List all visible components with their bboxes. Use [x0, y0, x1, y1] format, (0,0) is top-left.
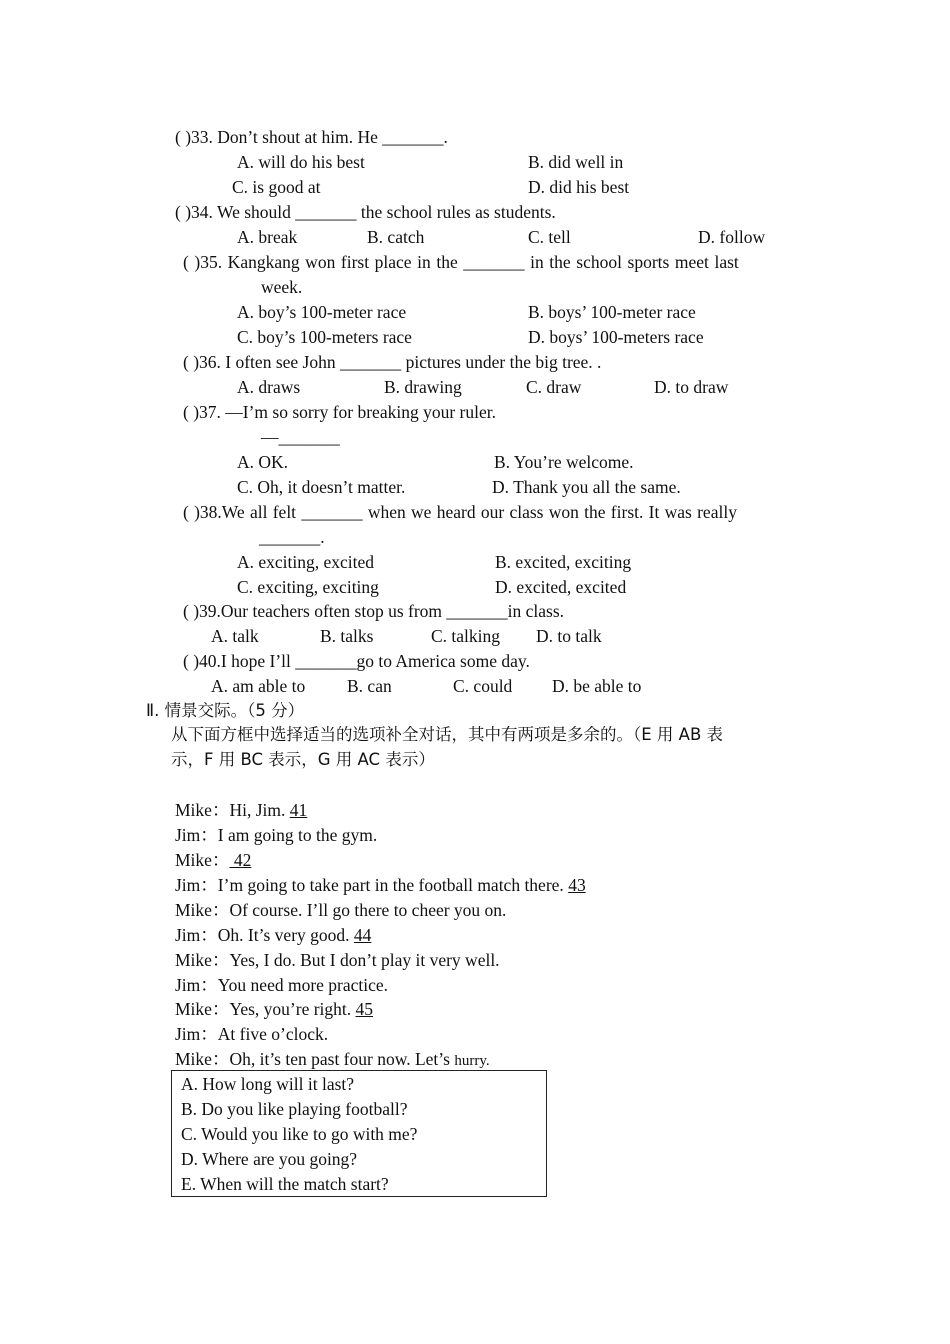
options-box: [171, 1070, 547, 1197]
dialogue-text: I’m going to take part in the football match there.: [217, 875, 569, 895]
speaker: Mike：: [175, 999, 230, 1019]
blank-44: 44: [353, 925, 372, 945]
box-option-e: E. When will the match start?: [181, 1174, 389, 1194]
box-option-c: C. Would you like to go with me?: [181, 1124, 418, 1144]
q40-option-c: C. could: [453, 676, 513, 696]
dialogue-text: You need more practice.: [217, 975, 389, 995]
blank-43: 43: [568, 875, 586, 895]
q34-option-b: B. catch: [367, 227, 425, 247]
question-35-stem: [183, 251, 806, 273]
q33-option-a: A. will do his best: [237, 152, 365, 172]
question-38-stem: ( )38.We all felt _______ when we heard our class won the first. It was really: [183, 502, 737, 522]
q37-response-blank: —_______: [261, 427, 340, 447]
q38-option-a: A. exciting, excited: [237, 552, 375, 572]
q33-option-c: C. is good at: [232, 177, 321, 197]
q34-option-a: A. break: [237, 227, 298, 247]
dialogue-text: I am going to the gym.: [217, 825, 378, 845]
q35-stem-line2: week.: [261, 277, 303, 297]
q35-option-b: B. boys’ 100-meter race: [528, 302, 696, 322]
dialogue-line-1: [175, 799, 307, 821]
q38-option-c: C. exciting, exciting: [237, 577, 379, 597]
dialogue-text: Of course. I’ll go there to cheer you on.: [229, 900, 507, 920]
speaker: Jim：: [175, 1024, 218, 1044]
dialogue-text: Hi, Jim.: [229, 800, 290, 820]
q36-option-a: A. draws: [237, 377, 301, 397]
section-2-instruction-line2: 示，F 用 BC 表示，G 用 AC 表示）: [171, 750, 435, 769]
dialogue-text-tail: hurry.: [454, 1053, 490, 1069]
dialogue-line-4: [175, 874, 586, 896]
q36-option-d: D. to draw: [654, 377, 729, 397]
dialogue-line-9: [175, 998, 373, 1020]
blank-42: 42: [229, 850, 252, 870]
question-36-stem: ( )36. I often see John _______ pictures under the big tree. .: [183, 352, 602, 372]
q34-option-d: D. follow: [698, 227, 766, 247]
dialogue-line-10: [175, 1023, 328, 1045]
q33-option-d: D. did his best: [528, 177, 630, 197]
q35-stem-line1: ( )35. Kangkang won first place in the _______ in the school sports meet last: [183, 252, 739, 272]
box-option-b: B. Do you like playing football?: [181, 1099, 408, 1119]
section-2-heading: Ⅱ. 情景交际。（5 分）: [146, 701, 305, 720]
box-option-d: D. Where are you going?: [181, 1149, 358, 1169]
speaker: Mike：: [175, 1049, 230, 1069]
q38-stem-line2: _______.: [259, 527, 325, 547]
dialogue-line-7: [175, 949, 500, 971]
speaker: Jim：: [175, 925, 218, 945]
q39-option-a: A. talk: [211, 626, 259, 646]
q37-option-a: A. OK.: [237, 452, 289, 472]
dialogue-text: Yes, I do. But I don’t play it very well.: [229, 950, 500, 970]
q40-option-b: B. can: [347, 676, 392, 696]
speaker: Mike：: [175, 800, 230, 820]
dialogue-line-2: [175, 824, 377, 846]
question-39-stem: ( )39.Our teachers often stop us from _______in class.: [183, 601, 565, 621]
q39-option-c: C. talking: [431, 626, 501, 646]
q37-option-d: D. Thank you all the same.: [492, 477, 681, 497]
dialogue-text: Oh, it’s ten past four now. Let’s: [229, 1049, 455, 1069]
section-2-instruction-line1: 从下面方框中选择适当的选项补全对话，其中有两项是多余的。（E 用 AB 表: [171, 725, 724, 744]
q38-option-b: B. excited, exciting: [495, 552, 632, 572]
q34-option-c: C. tell: [528, 227, 571, 247]
dialogue-line-6: [175, 924, 371, 946]
dialogue-text: At five o’clock.: [217, 1024, 329, 1044]
q37-option-c: C. Oh, it doesn’t matter.: [237, 477, 406, 497]
q33-option-b: B. did well in: [528, 152, 624, 172]
speaker: Jim：: [175, 825, 218, 845]
q39-option-b: B. talks: [320, 626, 374, 646]
q36-option-b: B. drawing: [384, 377, 462, 397]
blank-41: 41: [289, 800, 308, 820]
q36-option-c: C. draw: [526, 377, 582, 397]
q35-option-a: A. boy’s 100-meter race: [237, 302, 407, 322]
dialogue-text: Oh. It’s very good.: [217, 925, 354, 945]
q40-option-d: D. be able to: [552, 676, 642, 696]
q39-option-d: D. to talk: [536, 626, 602, 646]
blank-45: 45: [355, 999, 374, 1019]
dialogue-text: Yes, you’re right.: [229, 999, 356, 1019]
dialogue-line-3: [175, 849, 251, 871]
q38-option-d: D. excited, excited: [495, 577, 627, 597]
question-37-stem: ( )37. —I’m so sorry for breaking your ruler.: [183, 402, 496, 422]
speaker: Jim：: [175, 875, 218, 895]
question-40-stem: ( )40.I hope I’ll _______go to America some day.: [183, 651, 530, 671]
speaker: Mike：: [175, 850, 230, 870]
speaker: Mike：: [175, 900, 230, 920]
box-option-a: A. How long will it last?: [181, 1074, 355, 1094]
q37-option-b: B. You’re welcome.: [494, 452, 634, 472]
dialogue-line-5: [175, 899, 506, 921]
dialogue-line-11: [175, 1048, 490, 1072]
q35-option-d: D. boys’ 100-meters race: [528, 327, 704, 347]
dialogue-line-8: [175, 974, 388, 996]
q40-option-a: A. am able to: [211, 676, 306, 696]
question-34-stem: ( )34. We should _______ the school rules as students.: [175, 202, 556, 222]
question-33-stem: ( )33. Don’t shout at him. He _______.: [175, 127, 448, 147]
speaker: Mike：: [175, 950, 230, 970]
speaker: Jim：: [175, 975, 218, 995]
q35-option-c: C. boy’s 100-meters race: [237, 327, 412, 347]
